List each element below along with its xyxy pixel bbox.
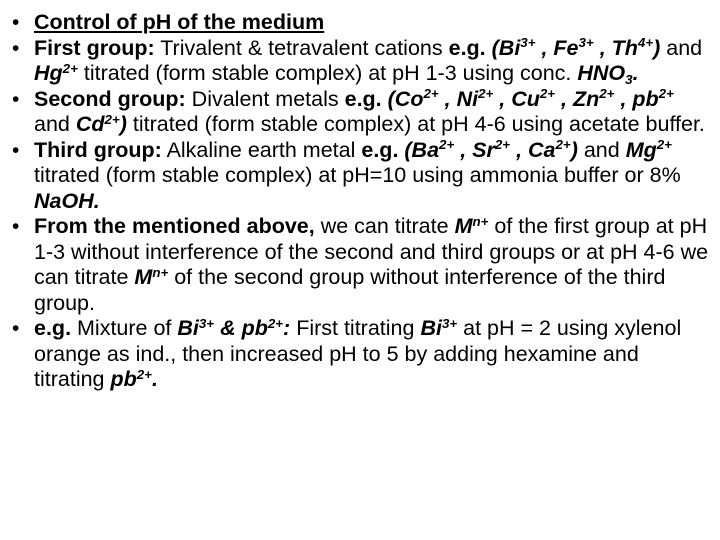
ion-text: , Th — [593, 35, 638, 60]
ion-charge: 2+ — [599, 86, 615, 102]
ion-text: , Zn — [555, 86, 600, 111]
text-run: of the first group at pH 1-3 without interference of the second and third groups or at pH 4-6 we can titrate — [34, 214, 709, 289]
text-run: we can titrate — [314, 214, 455, 238]
ion-charge: 2+ — [478, 86, 494, 102]
ion-charge: 2+ — [104, 111, 120, 127]
bullet-item-example — [12, 316, 712, 393]
ion-text: (Ba — [398, 137, 440, 162]
text-run: of the second group without interference of the third group. — [34, 265, 666, 315]
group-label: Third group: — [34, 137, 162, 162]
ion-text: M — [454, 214, 473, 238]
ion-text: ) — [119, 112, 127, 136]
ion-text: Bi — [420, 316, 442, 340]
text-run: Divalent metals — [185, 86, 345, 111]
eg-label: e.g. — [34, 316, 72, 340]
bullet-list — [12, 10, 712, 393]
bullet-dot-icon: • — [12, 215, 20, 238]
text-run: Mixture of — [71, 316, 178, 340]
ion-text: (Bi — [485, 35, 521, 60]
bullet-heading: Control of pH of the medium — [34, 10, 325, 34]
bullet-item-first-group — [12, 36, 712, 87]
ion-text: ) — [570, 137, 578, 162]
bullet-item-second-group — [12, 87, 712, 138]
text-run: and — [660, 35, 703, 60]
ion-charge: 3+ — [578, 35, 594, 51]
ion-text: : — [283, 316, 291, 340]
ion-text: (Co — [381, 86, 424, 111]
text-run: First titrating — [290, 316, 421, 340]
ion-text: ) — [653, 35, 661, 60]
formula-text: HNO — [577, 61, 626, 85]
bullet-item-third-group — [12, 138, 712, 215]
ion-charge: 2+ — [658, 86, 674, 102]
ion-charge: 2+ — [423, 86, 439, 102]
bullet-dot-icon: • — [12, 87, 20, 111]
ion-charge: 3+ — [198, 315, 215, 331]
ion-text: Mg — [625, 137, 657, 162]
text-run: titrated (form stable complex) at pH 1-3 using conc. — [77, 61, 578, 85]
ion-text: Cd — [75, 112, 105, 136]
ion-charge: n+ — [152, 264, 169, 280]
ion-charge: 3+ — [441, 315, 458, 331]
ion-charge: 2+ — [439, 137, 455, 153]
ion-charge: 2+ — [62, 60, 78, 76]
ion-text: , Ni — [438, 86, 479, 111]
text-run: Trivalent & tetravalent cations — [154, 35, 449, 60]
ion-text: . — [151, 367, 158, 391]
ion-charge: 2+ — [494, 137, 511, 153]
ion-charge: 2+ — [555, 137, 571, 153]
text-run: titrated (form stable complex) at pH 4-6 using acetate buffer. — [126, 112, 705, 136]
group-label: From the mentioned above, — [34, 214, 315, 238]
formula-text: NaOH. — [34, 188, 100, 213]
ion-charge: 2+ — [136, 366, 152, 382]
text-run: Alkaline earth metal — [161, 137, 362, 162]
ion-text: M — [134, 265, 153, 289]
ion-charge: 2+ — [656, 137, 672, 153]
text-run: and — [577, 137, 626, 162]
bullet-dot-icon: • — [12, 317, 20, 340]
ion-text: , pb — [614, 86, 659, 111]
bullet-item-ph-control — [12, 10, 712, 36]
ion-charge: 4+ — [637, 35, 654, 51]
ion-charge: 2+ — [539, 86, 556, 102]
bullet-dot-icon: • — [12, 36, 20, 60]
ion-text: , Ca — [510, 137, 556, 162]
text-run: titrated (form stable complex) at pH=10 using ammonia buffer or 8% — [34, 163, 681, 187]
ion-text: , Sr — [454, 137, 495, 162]
ion-text: & pb — [214, 316, 268, 340]
bullet-dot-icon: • — [12, 11, 20, 34]
ion-charge: n+ — [472, 213, 489, 229]
bullet-dot-icon: • — [12, 138, 20, 162]
ion-text: , Cu — [493, 86, 540, 111]
text-run: and — [34, 112, 76, 136]
ion-charge: 3+ — [520, 35, 536, 51]
eg-label: e.g. — [448, 35, 486, 60]
ion-charge: 2+ — [267, 315, 284, 331]
group-label: Second group: — [34, 86, 186, 111]
formula-subscript: 3 — [625, 71, 633, 87]
bullet-item-conclusion — [12, 214, 712, 316]
eg-label: e.g. — [361, 137, 399, 162]
ion-text: , Fe — [535, 35, 579, 60]
eg-label: e.g. — [344, 86, 382, 111]
formula-text: . — [632, 61, 639, 85]
ion-text: Bi — [177, 316, 199, 340]
group-label: First group: — [34, 35, 155, 60]
text-run: at pH = 2 using xylenol orange as ind., then increased pH to 5 by adding hexamine and titrating — [34, 316, 682, 391]
ion-text: pb — [110, 367, 137, 391]
ion-text: Hg — [34, 61, 63, 85]
